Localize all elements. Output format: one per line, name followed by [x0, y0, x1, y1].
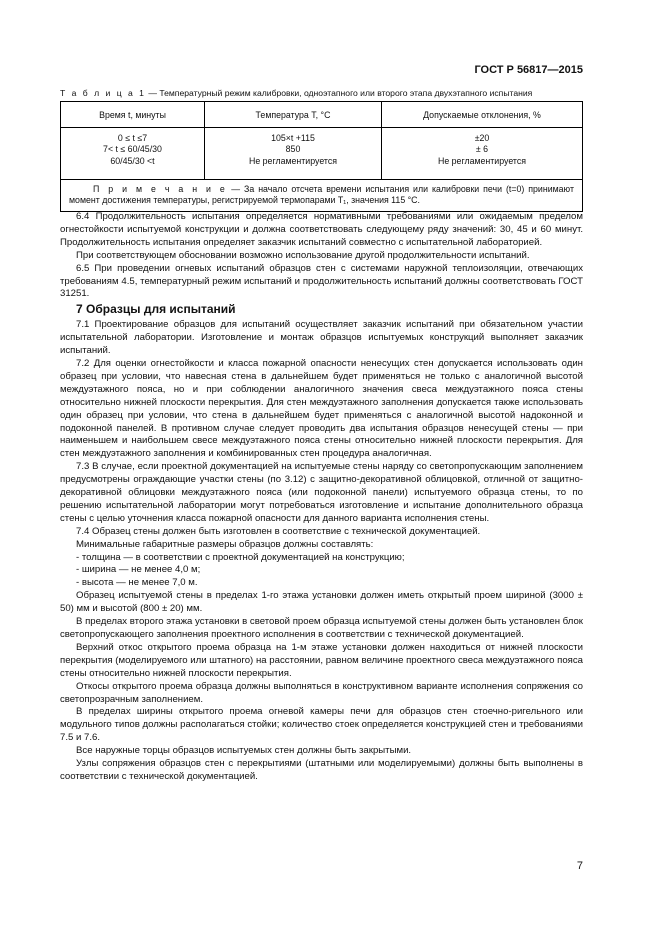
temperature-table — [60, 101, 583, 212]
paragraph: 7.1 Проектирование образцов для испытаний осуществляет заказчик испытаний при обязательном участии испытательной лаборатории. Изготовление и монтаж образцов испытуемых конструкций выполняет заказчик испытаний. — [60, 319, 583, 357]
cell-text: Не регламентируется — [248, 155, 338, 166]
cell-tolerance — [382, 128, 583, 180]
cell-time — [61, 128, 205, 180]
cell-text: 850 — [285, 144, 301, 155]
section-heading: 7 Образцы для испытаний — [76, 302, 236, 317]
table-caption-prefix: Т а б л и ц а 1 — [60, 88, 146, 98]
paragraph: Минимальные габаритные размеры образцов должны составлять: — [76, 538, 374, 550]
note-text: — За начало отсчета времени испытания или калибровки печи (t=0) принимают момент достижения температуры, регистрируемой термопарами T₁, значения 115 °C. — [69, 184, 574, 205]
cell-text: ± 6 — [475, 144, 489, 155]
cell-text: 0 ≤ t ≤7 — [117, 133, 148, 143]
paragraph: Верхний откос открытого проема образца на 1-м этаже установки должен находиться от нижней плоскости перекрытия (моделируемого или штатного) на расстоянии, равном величине проектного свеса междуэтажного пояса стены относительно нижней плоскости перекрытия. — [60, 641, 583, 679]
col-header-time: Время t, минуты — [61, 102, 205, 128]
paragraph: 7.4 Образец стены должен быть изготовлен в соответствие с технической документацией. — [76, 525, 481, 537]
table-caption-text: — Температурный режим калибровки, одноэтапного или второго этапа двухэтапного испытания — [145, 88, 533, 98]
page-number: 7 — [576, 860, 583, 872]
list-item: - ширина — не менее 4,0 м; — [76, 564, 201, 576]
paragraph: Узлы сопряжения образцов стен с перекрытиями (штатными или моделируемыми) должны быть выполнены в соответствии с технической документацией. — [60, 758, 583, 782]
paragraph: Откосы открытого проема образца должны выполняться в конструктивном варианте исполнения сопряжения со светопрозрачным заполнением. — [60, 680, 583, 705]
cell-text: 7< t ≤ 60/45/30 — [103, 144, 162, 155]
table-caption — [60, 88, 583, 98]
table-header-row — [61, 102, 583, 128]
cell-text: 105×t +115 — [271, 133, 315, 143]
paragraph: При соответствующем обосновании возможно использование другой продолжительности испытаний. — [76, 249, 530, 261]
cell-text: 60/45/30 <t — [110, 155, 155, 166]
cell-temperature — [205, 128, 382, 180]
cell-text: ±20 — [474, 133, 490, 143]
document-id: ГОСТ Р 56817—2015 — [474, 64, 583, 76]
list-item: - толщина — в соответствии с проектной документацией на конструкцию; — [76, 551, 405, 563]
paragraph: 7.2 Для оценки огнестойкости и класса пожарной опасности ненесущих стен допускается использовать один образец при условии, что навесная стена в дальнейшем будет применяться не только с аналогичной высотой междуэтажного пояса, но и при соблюдении аналогичного значения свеса междуэтажного пояса стены относительно нижней плоскости перекрытия. Для стен междуэтажного заполнения допускается также использовать один образец при условии, что стена в дальнейшем будет применяться с аналогичной высотой надоконной и подоконной панелей. В противном случае следует проводить два испытания образцов ненесущей стены — при наименьшем и наибольшем свесе междуэтажного пояса стены относительно нижней плоскости перекрытия. Для стен междуэтажного заполнения и комбинированных стен процедура аналогичная. — [60, 357, 583, 460]
cell-text: Не регламентируется — [437, 155, 527, 166]
paragraph: 6.4 Продолжительность испытания определяется нормативными требованиями или ожидаемым пределом огнестойкости испытуемой конструкции и должна соответствовать следующему ряду значений: 30, 45 и 60 минут. Продолжительность испытания определяет заказчик испытаний совместно с испытательной лабораторией. — [60, 211, 583, 248]
paragraph: В пределах ширины открытого проема огневой камеры печи для образцов стен стоечно-ригельного или модульного типов должны располагаться стойки; количество стоек определяется конструкцией стен и требованиями 7.5 и 7.6. — [60, 706, 583, 744]
table-note-row — [61, 180, 583, 212]
paragraph: Все наружные торцы образцов испытуемых стен должны быть закрытыми. — [76, 745, 412, 757]
paragraph: В пределах второго этажа установки в световой проем образца испытуемой стены должен быть установлен блок светопропускающего заполнения проектного исполнения в соответствии с технической документацией. — [60, 616, 583, 640]
table-note — [61, 180, 583, 212]
list-item: - высота — не менее 7,0 м. — [76, 577, 198, 589]
paragraph: 6.5 При проведении огневых испытаний образцов стен с системами наружной теплоизоляции, отвечающих требованиям 4.5, температурный режим испытаний и продолжительность испытаний должны соответствовать ГОСТ 31251. — [60, 262, 583, 300]
paragraph: Образец испытуемой стены в пределах 1-го этажа установки должен иметь открытый проем шириной (3000 ± 50) мм и высотой (800 ± 20) мм. — [60, 590, 583, 615]
table-row — [61, 128, 583, 180]
note-prefix: П р и м е ч а н и е — [93, 184, 228, 194]
col-header-tolerance: Допускаемые отклонения, % — [382, 102, 583, 128]
col-header-temperature: Температура T, °C — [205, 102, 382, 128]
paragraph: 7.3 В случае, если проектной документацией на испытуемые стены наряду со светопропускающим заполнением предусмотрены ограждающие участки стены (по 3.12) с защитно-декоративной облицовкой, отличной от защитно-декоративной облицовки междуэтажного пояса (или подоконной панели) испытуемого образца стены, то по решению испытательной лаборатории могут потребоваться изготовление и испытание дополнительного образца стены с целью уточнения класса пожарной опасности для данного варианта исполнения стены. — [60, 461, 583, 524]
body-text — [60, 211, 583, 784]
